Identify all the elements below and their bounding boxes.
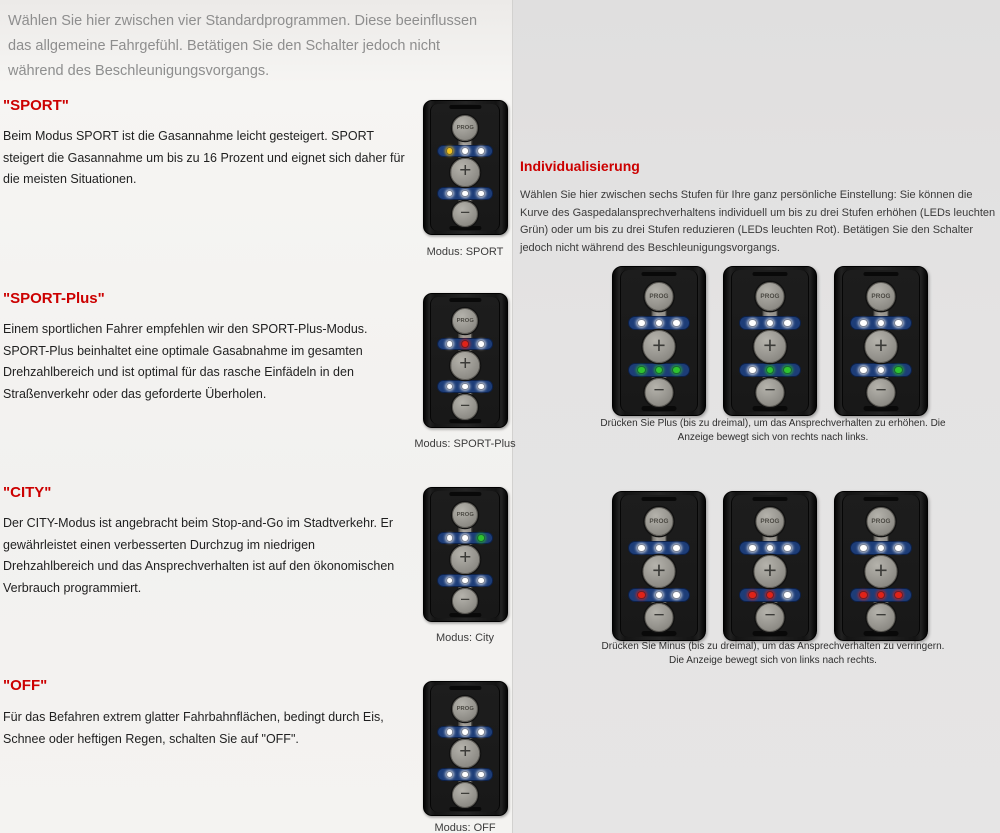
led-white (877, 544, 886, 553)
device-image-minus-3 (834, 491, 928, 641)
led-bar-bottom (437, 380, 493, 392)
led-white (894, 319, 903, 328)
minus-button-label: − (875, 605, 887, 627)
plus-button (754, 555, 787, 588)
plus-button-label: + (459, 352, 472, 376)
plus-button-label: + (652, 331, 666, 358)
prog-button-label: PROG (649, 518, 669, 525)
minus-button (645, 378, 674, 407)
led-white (748, 319, 757, 328)
led-bar-bottom (437, 574, 493, 586)
prog-button-label: PROG (871, 293, 891, 300)
led-white (477, 147, 485, 155)
prog-button (452, 696, 478, 722)
device-image-city (423, 487, 508, 622)
led-bar-bottom (628, 588, 690, 602)
led-bar-top (850, 316, 912, 330)
prog-button-label: PROG (760, 293, 780, 300)
led-red (859, 591, 868, 600)
intro-text: Wählen Sie hier zwischen vier Standardprogrammen. Diese beeinflussen das allgemeine Fahrgefühl. Betätigen Sie den Schalter jedoch nicht während des Beschleunigungsvorgangs. (8, 13, 478, 79)
prog-button (452, 115, 478, 141)
prog-button (867, 282, 896, 311)
prog-button-label: PROG (456, 124, 474, 131)
led-bar-top (850, 541, 912, 555)
led-red (748, 591, 757, 600)
led-bar-top (437, 145, 493, 157)
led-white (783, 544, 792, 553)
minus-button (867, 603, 896, 632)
device-caption-off: Modus: OFF (434, 822, 496, 833)
led-green (672, 366, 681, 375)
led-green (894, 366, 903, 375)
led-white (461, 383, 469, 391)
prog-button (452, 502, 478, 528)
led-white (446, 190, 454, 198)
minus-button-label: − (764, 380, 776, 402)
prog-button (756, 507, 785, 536)
led-white (783, 591, 792, 600)
prog-button (756, 282, 785, 311)
device-image-plus-3 (612, 266, 706, 416)
device-image-off (423, 681, 508, 816)
device-caption-sport-plus: Modus: SPORT-Plus (414, 438, 516, 450)
led-bar-bottom (628, 363, 690, 377)
prog-button-label: PROG (760, 518, 780, 525)
minus-button-label: − (653, 380, 665, 402)
section-body-sport-plus: Einem sportlichen Fahrer empfehlen wir den SPORT-Plus-Modus. SPORT-Plus beinhaltet eine optimale Gasabnahme im gesamten Drehzahlbereich und ist optimal für das rasche Einfädeln in den Straßenverkehr oder das geforderte Überholen. (3, 322, 368, 401)
prog-button-label: PROG (456, 511, 474, 518)
led-white (637, 319, 646, 328)
prog-button-label: PROG (456, 705, 474, 712)
minus-button (452, 588, 478, 614)
led-white (477, 340, 485, 348)
plus-button-label: + (459, 740, 472, 764)
led-bar-top (628, 541, 690, 555)
led-bar-top (739, 541, 801, 555)
led-white (672, 319, 681, 328)
led-white (461, 147, 469, 155)
minus-button (867, 378, 896, 407)
plus-button (754, 330, 787, 363)
plus-button-label: + (874, 556, 888, 583)
plus-button (450, 158, 480, 188)
device-image-sport-plus (423, 293, 508, 428)
minus-row-caption: Drücken Sie Minus (bis zu dreimal), um das Ansprechverhalten zu verringern. Die Anzeige bewegt sich von links nach rechts. (601, 641, 945, 666)
prog-button (645, 507, 674, 536)
led-yellow (446, 147, 454, 155)
device-image-plus-2 (723, 266, 817, 416)
led-bar-top (437, 338, 493, 350)
plus-button (450, 739, 480, 769)
plus-button-label: + (459, 159, 472, 183)
led-white (859, 544, 868, 553)
prog-button-label: PROG (649, 293, 669, 300)
plus-button-label: + (459, 546, 472, 570)
led-white (655, 591, 664, 600)
led-white (446, 771, 454, 779)
plus-button (643, 555, 676, 588)
section-title-off: "OFF" (3, 677, 48, 694)
minus-button-label: − (875, 380, 887, 402)
led-white (446, 383, 454, 391)
plus-button (865, 330, 898, 363)
led-bar-top (437, 532, 493, 544)
minus-button (452, 201, 478, 227)
led-white (461, 771, 469, 779)
device-caption-city: Modus: City (435, 632, 495, 644)
led-white (672, 544, 681, 553)
plus-button (450, 545, 480, 575)
led-red (637, 591, 646, 600)
led-red (461, 340, 469, 348)
led-white (477, 577, 485, 585)
led-white (877, 366, 886, 375)
minus-button-label: − (764, 605, 776, 627)
minus-button-label: − (460, 783, 471, 803)
minus-button (452, 394, 478, 420)
led-green (766, 366, 775, 375)
led-white (894, 544, 903, 553)
plus-button-label: + (652, 556, 666, 583)
led-red (766, 591, 775, 600)
prog-button (867, 507, 896, 536)
led-white (446, 534, 454, 542)
plus-button (450, 351, 480, 381)
led-bar-top (739, 316, 801, 330)
device-image-minus-2 (723, 491, 817, 641)
led-green (477, 534, 485, 542)
led-white (766, 544, 775, 553)
led-white (859, 319, 868, 328)
led-white (477, 383, 485, 391)
led-white (655, 319, 664, 328)
prog-button-label: PROG (456, 317, 474, 324)
led-bar-bottom (850, 363, 912, 377)
minus-button (756, 603, 785, 632)
section-body-sport: Beim Modus SPORT ist die Gasannahme leicht gesteigert. SPORT steigert die Gasannahme um bis zu 16 Prozent und eignet sich daher für die meisten Situationen. (3, 129, 405, 186)
plus-button (865, 555, 898, 588)
led-white (477, 728, 485, 736)
prog-button (452, 308, 478, 334)
led-white (461, 728, 469, 736)
led-bar-top (437, 726, 493, 738)
led-green (783, 366, 792, 375)
led-white (461, 190, 469, 198)
led-white (766, 319, 775, 328)
led-bar-top (628, 316, 690, 330)
minus-button-label: − (653, 605, 665, 627)
led-white (748, 366, 757, 375)
plus-row-caption: Drücken Sie Plus (bis zu dreimal), um das Ansprechverhalten zu erhöhen. Die Anzeige bewegt sich von rechts nach links. (600, 418, 946, 443)
minus-button-label: − (460, 202, 471, 222)
led-white (783, 319, 792, 328)
plus-button-label: + (874, 331, 888, 358)
minus-button (452, 782, 478, 808)
minus-button (756, 378, 785, 407)
led-green (655, 366, 664, 375)
device-caption-sport: Modus: SPORT (426, 246, 504, 258)
led-white (637, 544, 646, 553)
led-white (859, 366, 868, 375)
led-red (894, 591, 903, 600)
plus-button (643, 330, 676, 363)
led-green (637, 366, 646, 375)
device-image-minus-1 (612, 491, 706, 641)
led-white (446, 340, 454, 348)
led-bar-bottom (850, 588, 912, 602)
individualization-body: Wählen Sie hier zwischen sechs Stufen für Ihre ganz persönliche Einstellung: Sie können die Kurve des Gaspedalansprechverhaltens individuell um bis zu drei Stufen erhöhen (LEDs leuchten Grün) oder um bis zu drei Stufen reduzieren (LEDs leuchten Rot). Betätigen Sie den Schalter jedoch nicht während des Beschleunigungsvorgangs. (520, 189, 996, 254)
led-bar-bottom (437, 768, 493, 780)
led-white (748, 544, 757, 553)
led-white (477, 771, 485, 779)
plus-button-label: + (763, 331, 777, 358)
device-image-sport (423, 100, 508, 235)
section-title-sport-plus: "SPORT-Plus" (3, 290, 105, 307)
led-white (655, 544, 664, 553)
led-white (672, 591, 681, 600)
section-body-city: Der CITY-Modus ist angebracht beim Stop-and-Go im Stadtverkehr. Er gewährleistet einen verbesserten Durchzug im niedrigen Drehzahlbereich und das Ansprechverhalten ist auf den ökonomischen Verbrauch programmiert. (3, 516, 395, 595)
minus-button (645, 603, 674, 632)
led-white (446, 577, 454, 585)
prog-button (645, 282, 674, 311)
plus-button-label: + (763, 556, 777, 583)
led-white (461, 577, 469, 585)
led-bar-bottom (739, 588, 801, 602)
minus-button-label: − (460, 395, 471, 415)
led-white (477, 190, 485, 198)
section-title-city: "CITY" (3, 484, 52, 501)
led-white (446, 728, 454, 736)
section-body-off: Für das Befahren extrem glatter Fahrbahnflächen, bedingt durch Eis, Schnee oder heftigen Regen, schalten Sie auf "OFF". (3, 710, 384, 746)
led-bar-bottom (437, 187, 493, 199)
prog-button-label: PROG (871, 518, 891, 525)
led-white (877, 319, 886, 328)
led-bar-bottom (739, 363, 801, 377)
section-title-sport: "SPORT" (3, 97, 69, 114)
device-image-plus-1 (834, 266, 928, 416)
led-white (461, 534, 469, 542)
minus-button-label: − (460, 589, 471, 609)
individualization-title: Individualisierung (520, 158, 640, 174)
led-red (877, 591, 886, 600)
